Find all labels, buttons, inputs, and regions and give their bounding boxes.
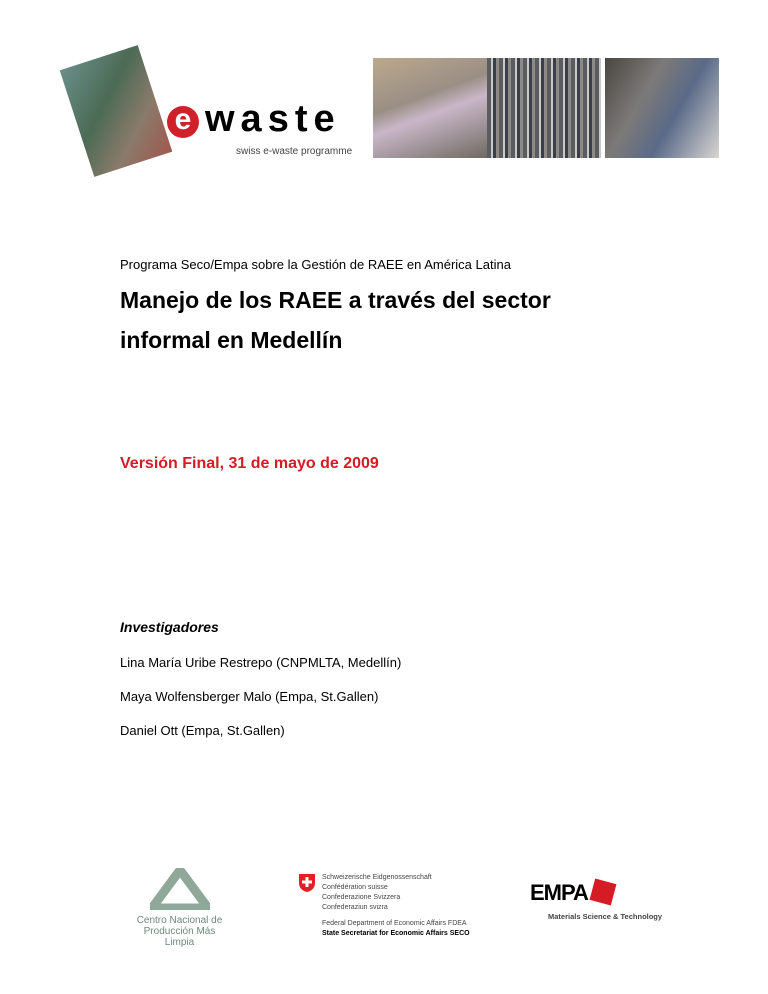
program-subtitle: Programa Seco/Empa sobre la Gestión de RAEE en América Latina — [120, 257, 511, 272]
swiss-name: Confederazione Svizzera — [322, 894, 401, 901]
swiss-name: Confederaziun svizra — [322, 904, 388, 911]
seco-name: State Secretariat for Economic Affairs SECO — [322, 930, 470, 937]
title-line: Manejo de los RAEE a través del sector — [120, 287, 551, 313]
swiss-shield-icon — [298, 873, 316, 893]
researcher-name: Daniel Ott (Empa, St.Gallen) — [120, 723, 285, 738]
photo-worker-girl — [373, 58, 487, 158]
researchers-heading: Investigadores — [120, 619, 219, 635]
fdea-name: Federal Department of Economic Affairs FDEA — [322, 920, 467, 927]
cnpml-emblem-icon — [150, 868, 210, 910]
empa-logo — [530, 880, 665, 921]
ewaste-logo-mark: e — [167, 106, 199, 138]
swiss-name: Schweizerische Eidgenossenschaft — [322, 874, 432, 881]
swiss-name: Confédération suisse — [322, 884, 388, 891]
cnpml-name: Producción Más Limpia — [143, 926, 216, 948]
researcher-name: Lina María Uribe Restrepo (CNPMLTA, Medellín) — [120, 655, 402, 670]
empa-cube-icon — [590, 879, 617, 906]
ewaste-logo-word: waste — [205, 98, 341, 140]
document-title — [120, 280, 551, 360]
title-line: informal en Medellín — [120, 327, 343, 353]
cnpml-logo — [132, 868, 227, 948]
empa-wordmark: EMPA — [530, 880, 588, 905]
researcher-name: Maya Wolfensberger Malo (Empa, St.Gallen) — [120, 689, 379, 704]
empa-tagline: Materials Science & Technology — [548, 912, 663, 921]
photo-worker-man — [605, 58, 719, 158]
ewaste-photo-collage — [60, 45, 173, 177]
ewaste-logo-tagline: swiss e-waste programme — [236, 146, 353, 157]
cnpml-name: Centro Nacional de — [136, 915, 223, 926]
version-date: Versión Final, 31 de mayo de 2009 — [120, 455, 379, 472]
photo-ewaste-pile — [487, 58, 601, 158]
